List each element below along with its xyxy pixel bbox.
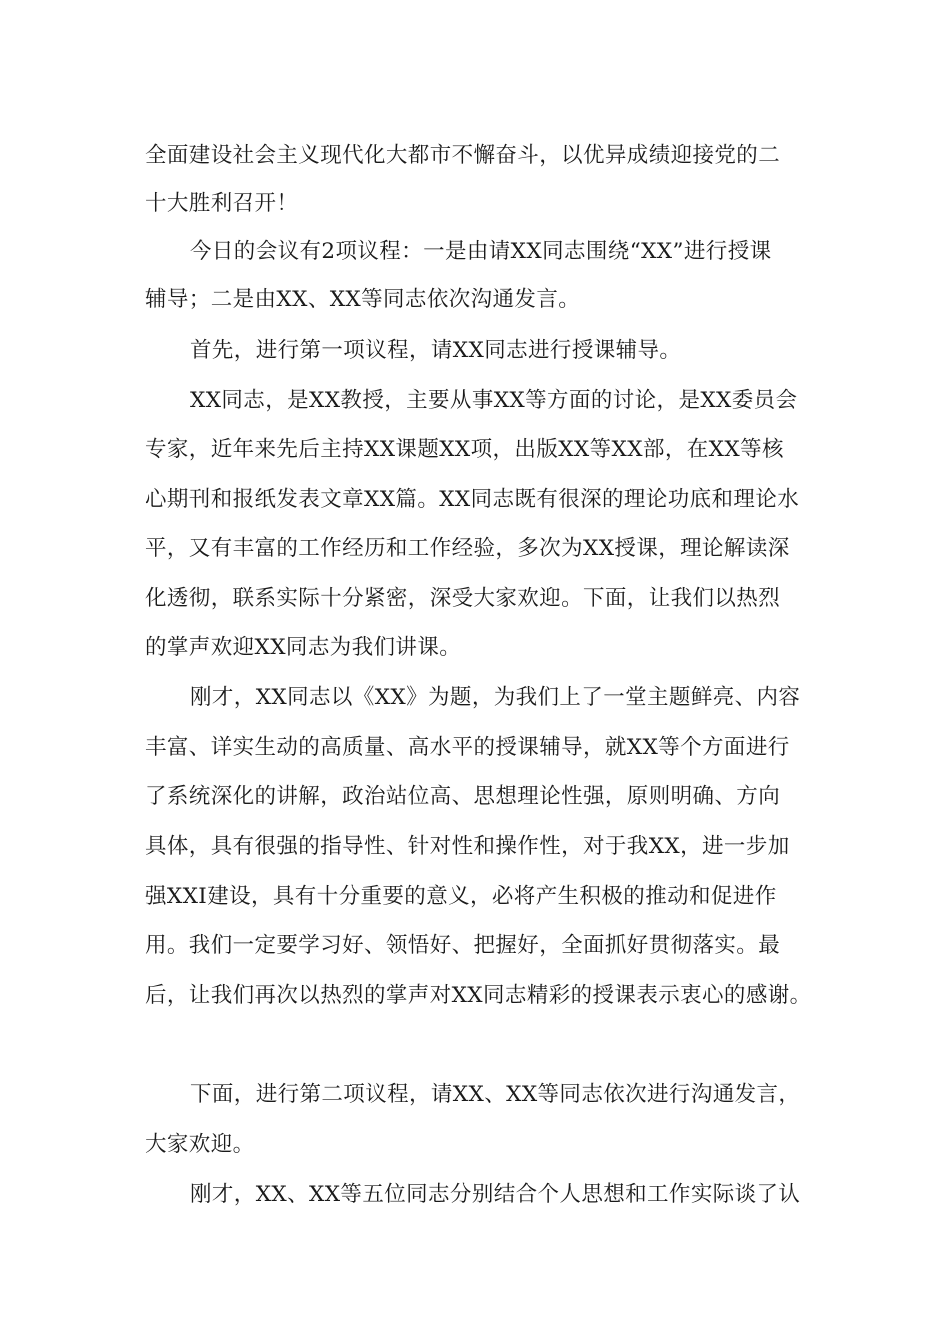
text-line: 专家，近年来先后主持XX课题XX项，出版XX等XX部，在XX等核 (145, 437, 784, 462)
text-line: 丰富、详实生动的高质量、高水平的授课辅导，就XX等个方面进行 (145, 735, 790, 760)
text-line: 化透彻，联系实际十分紧密，深受大家欢迎。下面，让我们以热烈 (145, 586, 781, 611)
text-line: 后，让我们再次以热烈的掌声对XX同志精彩的授课表示衷心的感谢。 (145, 983, 812, 1008)
text-line: 具体，具有很强的指导性、针对性和操作性，对于我XX，进一步加 (145, 834, 790, 859)
paragraph-start-line: 下面，进行第二项议程，请XX、XX等同志依次进行沟通发言， (190, 1082, 801, 1107)
paragraph-start-line: 今日的会议有2项议程：一是由请XX同志围绕“XX”进行授课 (190, 239, 772, 264)
paragraph-start-line: 刚才，XX同志以《XX》为题，为我们上了一堂主题鲜亮、内容 (190, 685, 801, 710)
text-line: 全面建设社会主义现代化大都市不懈奋斗，以优异成绩迎接党的二 (145, 143, 781, 168)
text-line: 十大胜利召开！ (145, 191, 299, 216)
text-line: 平，又有丰富的工作经历和工作经验，多次为XX授课，理论解读深 (145, 536, 790, 561)
text-line: 用。我们一定要学习好、领悟好、把握好，全面抓好贯彻落实。最 (145, 933, 781, 958)
paragraph-start-line: 首先，进行第一项议程，请XX同志进行授课辅导。 (190, 338, 682, 363)
paragraph-start-line: XX同志，是XX教授，主要从事XX等方面的讨论，是XX委员会 (190, 388, 798, 413)
text-line: 了系统深化的讲解，政治站位高、思想理论性强，原则明确、方向 (145, 784, 781, 809)
text-line: 的掌声欢迎XX同志为我们讲课。 (145, 635, 462, 660)
text-line: 强XXI建设，具有十分重要的意义，必将产生积极的推动和促进作 (145, 884, 777, 909)
text-line: 辅导；二是由XX、XX等同志依次沟通发言。 (145, 287, 581, 312)
paragraph-start-line: 刚才，XX、XX等五位同志分别结合个人思想和工作实际谈了认 (190, 1182, 801, 1207)
text-line: 大家欢迎。 (145, 1132, 255, 1157)
text-line: 心期刊和报纸发表文章XX篇。XX同志既有很深的理论功底和理论水 (145, 487, 800, 512)
